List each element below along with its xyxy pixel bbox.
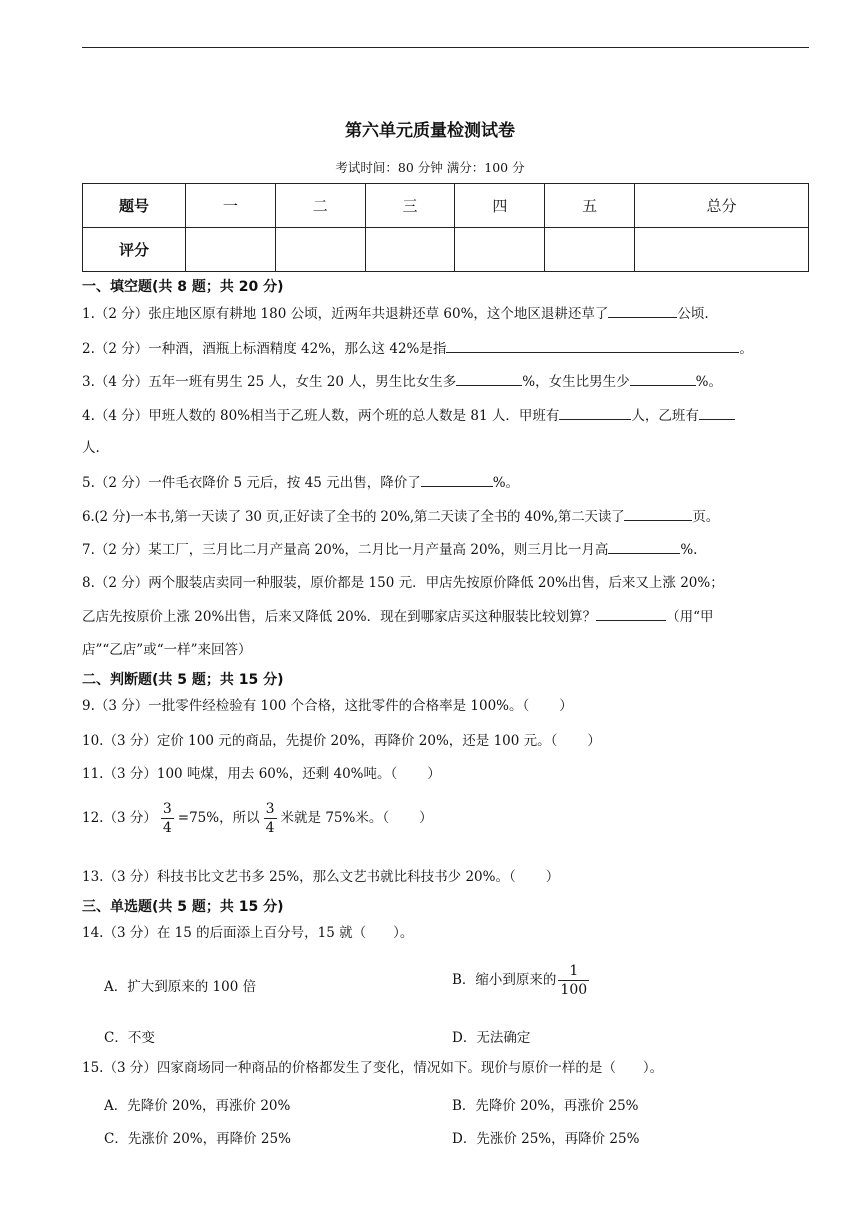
section-heading-single-choice: 三、单选题(共 5 题；共 15 分) bbox=[82, 899, 284, 915]
section-heading-true-false: 二、判断题(共 5 题；共 15 分) bbox=[82, 672, 284, 688]
answer-blank[interactable] bbox=[456, 373, 522, 386]
answer-blank[interactable] bbox=[624, 508, 692, 521]
fraction-denominator: 100 bbox=[560, 982, 588, 998]
question-text: 6.(2 分)一本书,第一天读了 30 页,正好读了全书的 20%,第二天读了全书的 40%,第二天读了 bbox=[82, 509, 625, 525]
score-cell[interactable] bbox=[186, 228, 276, 272]
question-9 bbox=[82, 698, 822, 714]
question-text: =75%，所以 bbox=[177, 810, 260, 826]
question-text: 。 bbox=[739, 341, 753, 357]
question-text: 9.（3 分）一批零件经检验有 100 个合格，这批零件的合格率是 100%。（ bbox=[82, 698, 530, 714]
question-text: 11.（3 分）100 吨煤，用去 60%，还剩 40%吨。（ bbox=[82, 766, 398, 782]
question-text: 1.（2 分）张庄地区原有耕地 180 公顷，近两年共退耕还草 60%，这个地区退耕还草了 bbox=[82, 306, 609, 322]
question-text: 页。 bbox=[692, 509, 720, 525]
answer-blank[interactable] bbox=[608, 541, 680, 554]
question-text: 乙店先按原价上涨 20%出售，后来又降低 20%．现在到哪家店买这种服装比较划算？ bbox=[82, 609, 597, 625]
fraction-numerator: 1 bbox=[558, 962, 589, 981]
question-text: ） bbox=[545, 869, 560, 885]
question-text: 3.（4 分）五年一班有男生 25 人，女生 20 人，男生比女生多 bbox=[82, 374, 457, 390]
question-text: 12.（3 分） bbox=[82, 810, 157, 826]
score-header-5: 五 bbox=[545, 184, 635, 228]
question-5 bbox=[82, 474, 822, 491]
question-text: %。 bbox=[695, 374, 722, 390]
question-4 bbox=[82, 407, 822, 424]
question-text: %. bbox=[680, 542, 698, 558]
question-text: 公顷. bbox=[677, 306, 709, 322]
answer-blank[interactable] bbox=[421, 474, 493, 487]
score-header-label: 题号 bbox=[83, 184, 186, 228]
fraction-three-quarters bbox=[264, 800, 277, 837]
fraction-denominator: 4 bbox=[265, 820, 275, 836]
question-text: 人. bbox=[82, 440, 100, 456]
option-d[interactable]: D．无法确定 bbox=[452, 1030, 531, 1046]
question-10 bbox=[82, 733, 822, 749]
question-14: 14.（3 分）在 15 的后面添上百分号，15 就（ ）。 bbox=[82, 925, 414, 941]
option-a[interactable]: A．先降价 20%，再涨价 20% bbox=[104, 1098, 291, 1114]
question-12 bbox=[82, 800, 822, 837]
answer-blank[interactable] bbox=[559, 407, 631, 420]
option-a[interactable]: A．扩大到原来的 100 倍 bbox=[104, 979, 257, 995]
answer-blank[interactable] bbox=[630, 373, 696, 386]
score-header-1: 一 bbox=[186, 184, 276, 228]
question-text: 店”“乙店”或“一样”来回答） bbox=[82, 642, 252, 658]
question-text: ） bbox=[419, 810, 433, 826]
answer-blank[interactable] bbox=[699, 407, 735, 420]
question-text: ） bbox=[427, 766, 441, 782]
answer-blank[interactable] bbox=[446, 340, 739, 353]
question-text: 5.（2 分）一件毛衣降价 5 元后，按 45 元出售，降价了 bbox=[82, 475, 421, 491]
question-text: 2.（2 分）一种酒，酒瓶上标酒精度 42%，那么这 42%是指 bbox=[82, 341, 447, 357]
question-text: 人，乙班有 bbox=[631, 408, 699, 424]
score-cell[interactable] bbox=[455, 228, 545, 272]
question-text: ） bbox=[559, 698, 573, 714]
score-row-label: 评分 bbox=[83, 228, 186, 272]
score-table-header-row bbox=[83, 184, 809, 228]
question-15: 15.（3 分）四家商场同一种商品的价格都发生了变化，情况如下。现价与原价一样的是（ ）。 bbox=[82, 1060, 664, 1076]
question-text: ） bbox=[587, 733, 601, 749]
question-3 bbox=[82, 373, 822, 390]
score-cell[interactable] bbox=[545, 228, 635, 272]
option-d[interactable]: D．先涨价 25%，再降价 25% bbox=[452, 1131, 640, 1147]
score-cell[interactable] bbox=[275, 228, 365, 272]
question-8-cont bbox=[82, 608, 822, 625]
score-table-score-row bbox=[83, 228, 809, 272]
question-4-cont bbox=[82, 440, 822, 456]
option-text: B．缩小到原来的 bbox=[452, 972, 557, 988]
section-heading-fill-blank: 一、填空题(共 8 题；共 20 分) bbox=[82, 279, 284, 295]
question-text: 10.（3 分）定价 100 元的商品，先提价 20%，再降价 20%，还是 100 元。（ bbox=[82, 733, 558, 749]
fraction-denominator: 4 bbox=[162, 820, 172, 836]
score-header-total: 总分 bbox=[635, 184, 809, 228]
question-text: 米就是 75%米。（ bbox=[280, 810, 390, 826]
fraction-one-hundredth bbox=[558, 962, 589, 999]
page-title: 第六单元质量检测试卷 bbox=[345, 121, 515, 141]
question-2 bbox=[82, 340, 822, 357]
answer-blank[interactable] bbox=[608, 305, 677, 318]
score-header-3: 三 bbox=[365, 184, 455, 228]
question-6 bbox=[82, 508, 822, 525]
score-cell-total[interactable] bbox=[635, 228, 809, 272]
exam-info: 考试时间：80 分钟 满分：100 分 bbox=[335, 160, 525, 175]
question-text: %，女生比男生少 bbox=[522, 374, 630, 390]
question-text: 13.（3 分）科技书比文艺书多 25%，那么文艺书就比科技书少 20%。（ bbox=[82, 869, 516, 885]
score-header-4: 四 bbox=[455, 184, 545, 228]
question-7 bbox=[82, 541, 822, 558]
question-text: 7.（2 分）某工厂，三月比二月产量高 20%，二月比一月产量高 20%，则三月比一月高 bbox=[82, 542, 609, 558]
question-8 bbox=[82, 575, 822, 591]
fraction-numerator: 3 bbox=[162, 801, 172, 817]
score-header-2: 二 bbox=[275, 184, 365, 228]
question-13 bbox=[82, 869, 822, 885]
option-b[interactable]: B．先降价 20%，再涨价 25% bbox=[452, 1098, 639, 1114]
option-c[interactable]: C．先涨价 20%，再降价 25% bbox=[104, 1131, 291, 1147]
question-11 bbox=[82, 766, 822, 782]
question-1 bbox=[82, 305, 822, 322]
question-8-cont2 bbox=[82, 642, 822, 658]
answer-blank[interactable] bbox=[596, 608, 666, 621]
question-text: 8.（2 分）两个服装店卖同一种服装，原价都是 150 元．甲店先按原价降低 20%出售，后来又上涨 20%； bbox=[82, 575, 724, 591]
score-cell[interactable] bbox=[365, 228, 455, 272]
fraction-numerator: 3 bbox=[265, 801, 275, 817]
option-b[interactable] bbox=[452, 962, 593, 999]
question-text: （用“甲 bbox=[666, 609, 714, 625]
fraction-three-quarters bbox=[161, 800, 174, 837]
question-text: 4.（4 分）甲班人数的 80%相当于乙班人数，两个班的总人数是 81 人．甲班有 bbox=[82, 408, 560, 424]
header-rule bbox=[82, 47, 809, 48]
question-text: %。 bbox=[492, 475, 520, 491]
score-table bbox=[82, 183, 809, 272]
option-c[interactable]: C．不变 bbox=[104, 1030, 155, 1046]
